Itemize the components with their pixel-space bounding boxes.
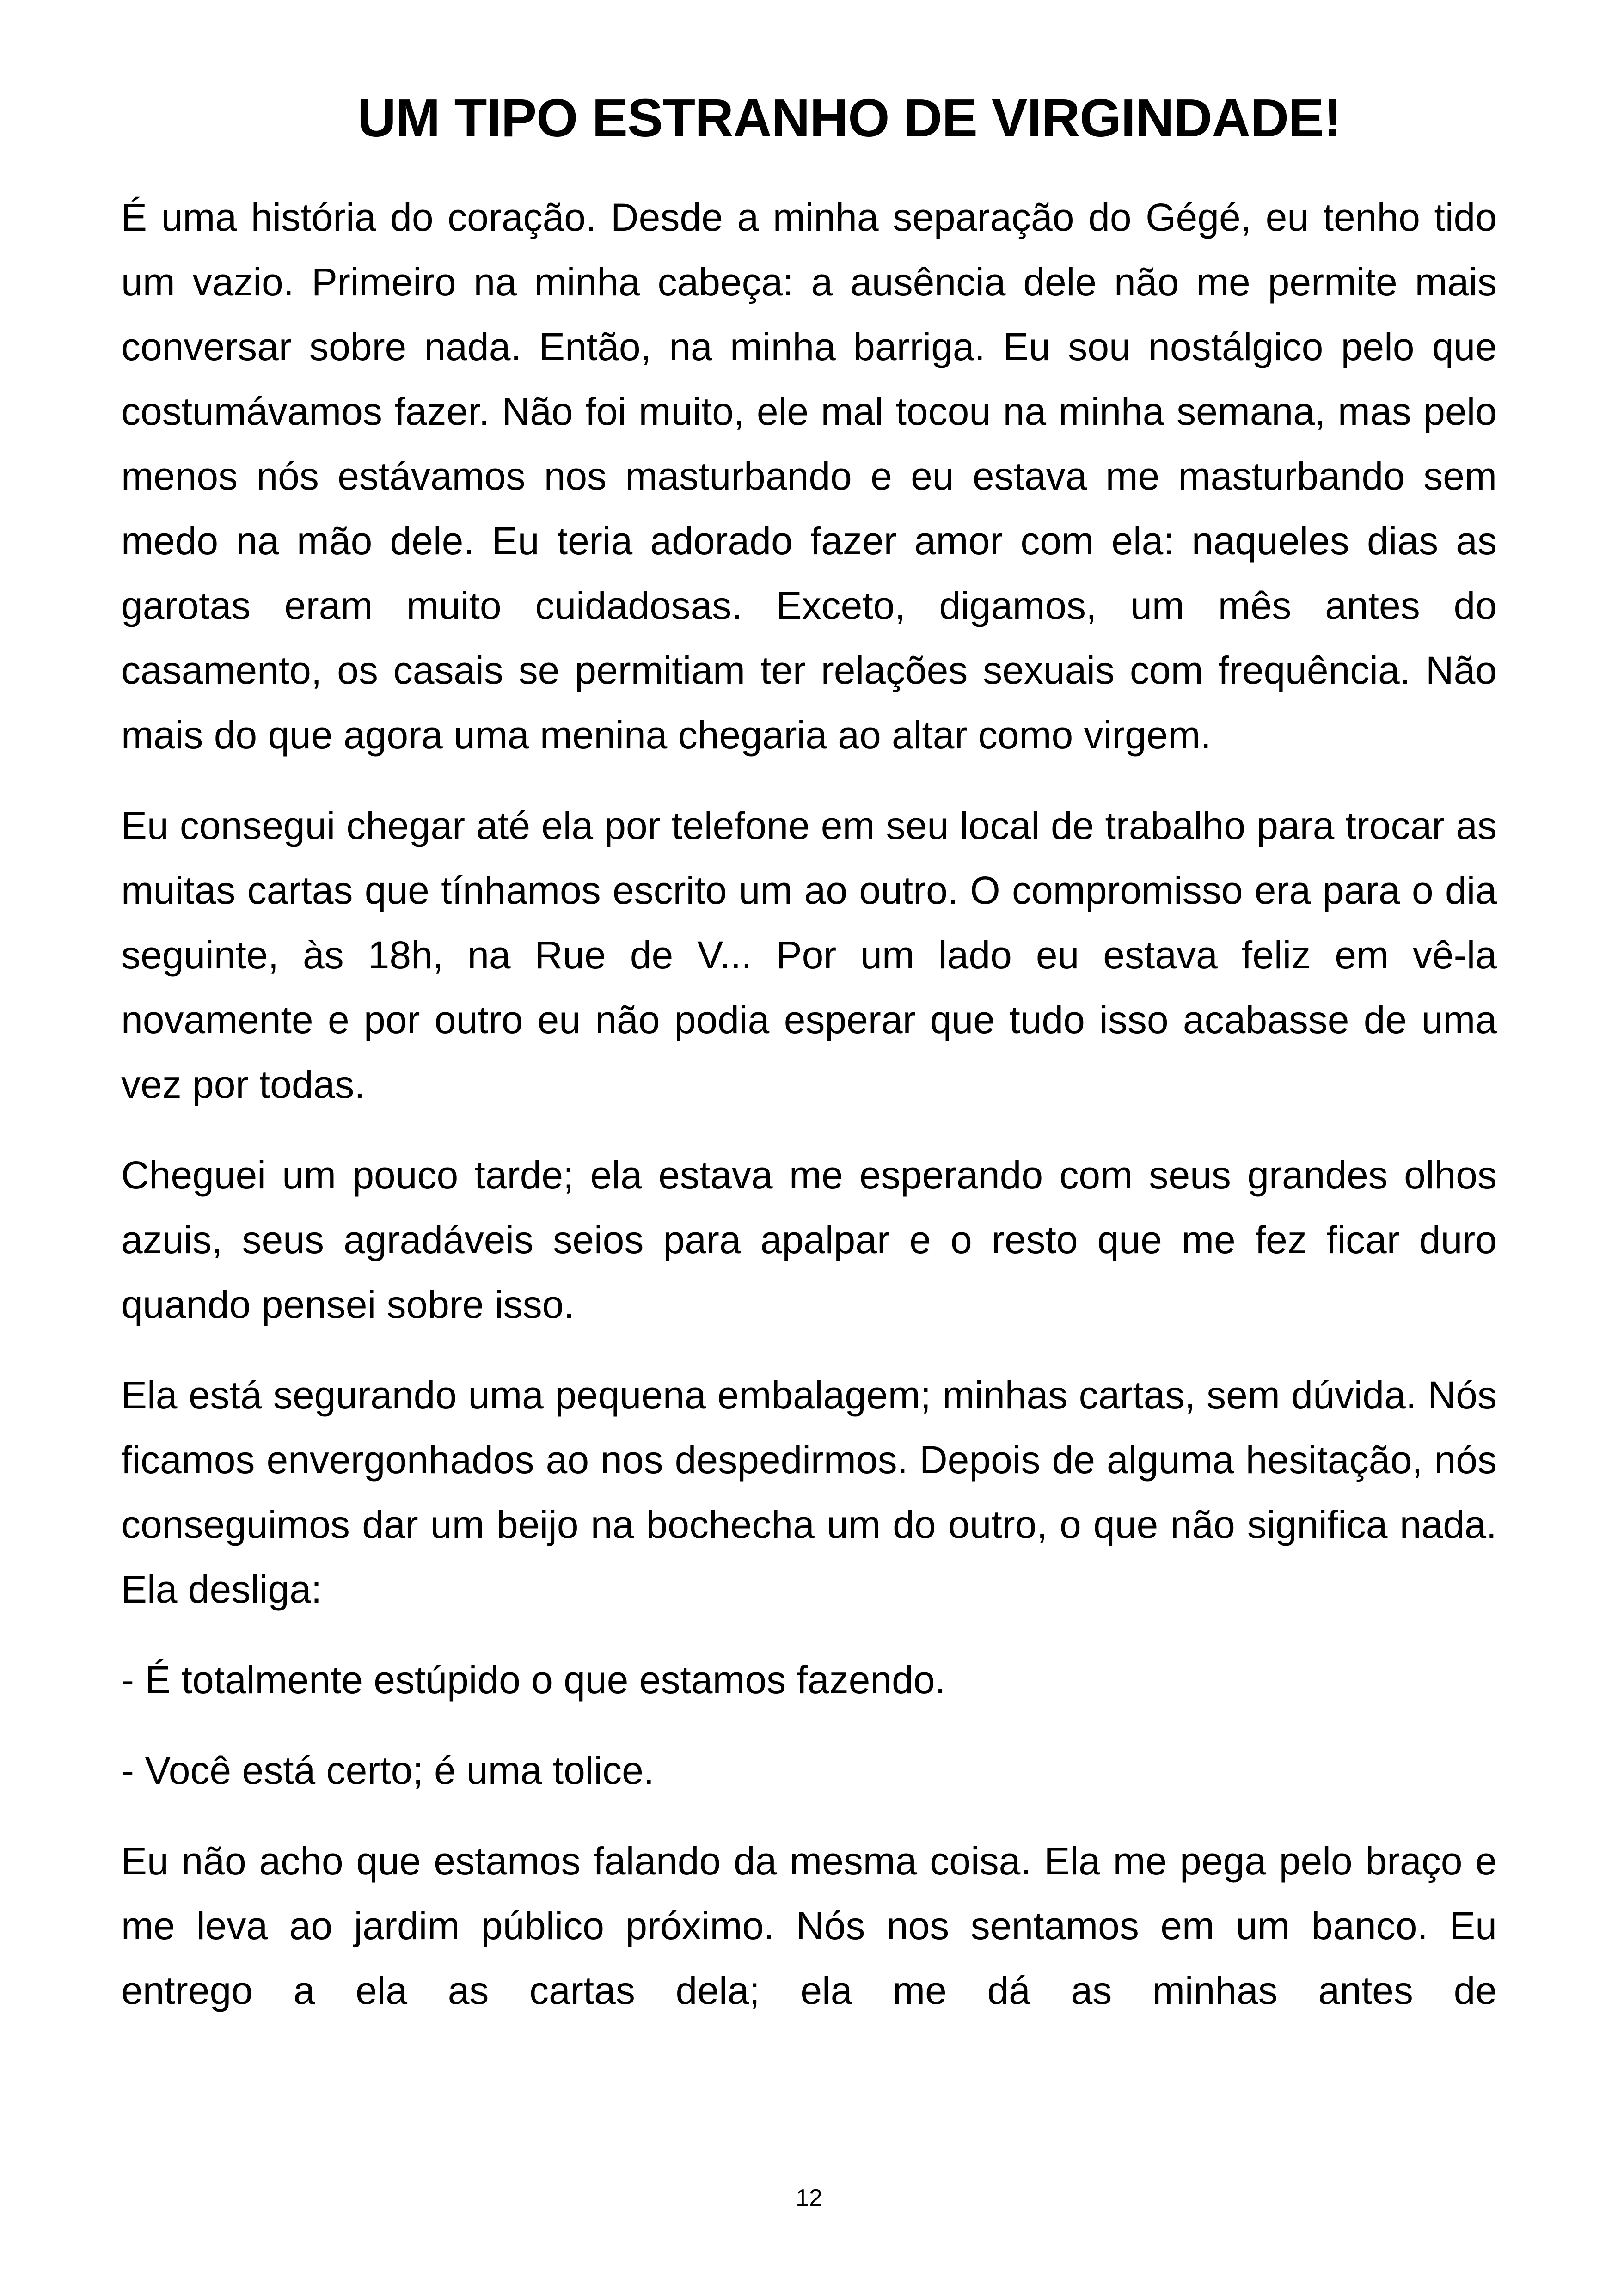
body-text: [121, 185, 1497, 2049]
paragraph-2: Eu consegui chegar até ela por telefone em seu local de trabalho para trocar as muitas cartas que tínhamos escrito um ao outro. O compromisso era para o dia seguinte, às 18h, na Rue de V... Por um lado eu estava feliz em vê-la novamente e por outro eu não podia esperar que tudo isso acabasse de uma vez por todas.: [121, 804, 1497, 1106]
paragraph-3: Cheguei um pouco tarde; ela estava me esperando com seus grandes olhos azuis, seus agradáveis seios para apalpar e o resto que me fez ficar duro quando pensei sobre isso.: [121, 1153, 1497, 1326]
paragraph-5: Eu não acho que estamos falando da mesma coisa. Ela me pega pelo braço e me leva ao jardim público próximo. Nós nos sentamos em um banco. Eu entrego a ela as cartas dela; ela me dá as minhas antes de: [121, 1839, 1497, 2012]
paragraph-4: Ela está segurando uma pequena embalagem; minhas cartas, sem dúvida. Nós ficamos envergonhados ao nos despedirmos. Depois de alguma hesitação, nós conseguimos dar um beijo na bochecha um do outro, o que não significa nada. Ela desliga:: [121, 1373, 1497, 1611]
page-number: 12: [796, 2185, 822, 2211]
dialogue-line-1: - É totalmente estúpido o que estamos fazendo.: [121, 1658, 946, 1702]
page-title: UM TIPO ESTRANHO DE VIRGINDADE!: [357, 88, 1341, 148]
dialogue-line-2: - Você está certo; é uma tolice.: [121, 1749, 655, 1792]
paragraph-1: É uma história do coração. Desde a minha separação do Gégé, eu tenho tido um vazio. Primeiro na minha cabeça: a ausência dele não me permite mais conversar sobre nada. Então, na minha barriga. Eu sou nostálgico pelo que costumávamos fazer. Não foi muito, ele mal tocou na minha semana, mas pelo menos nós estávamos nos masturbando e eu estava me masturbando sem medo na mão dele. Eu teria adorado fazer amor com ela: naqueles dias as garotas eram muito cuidadosas. Exceto, digamos, um mês antes do casamento, os casais se permitiam ter relações sexuais com frequência. Não mais do que agora uma menina chegaria ao altar como virgem.: [121, 196, 1497, 757]
